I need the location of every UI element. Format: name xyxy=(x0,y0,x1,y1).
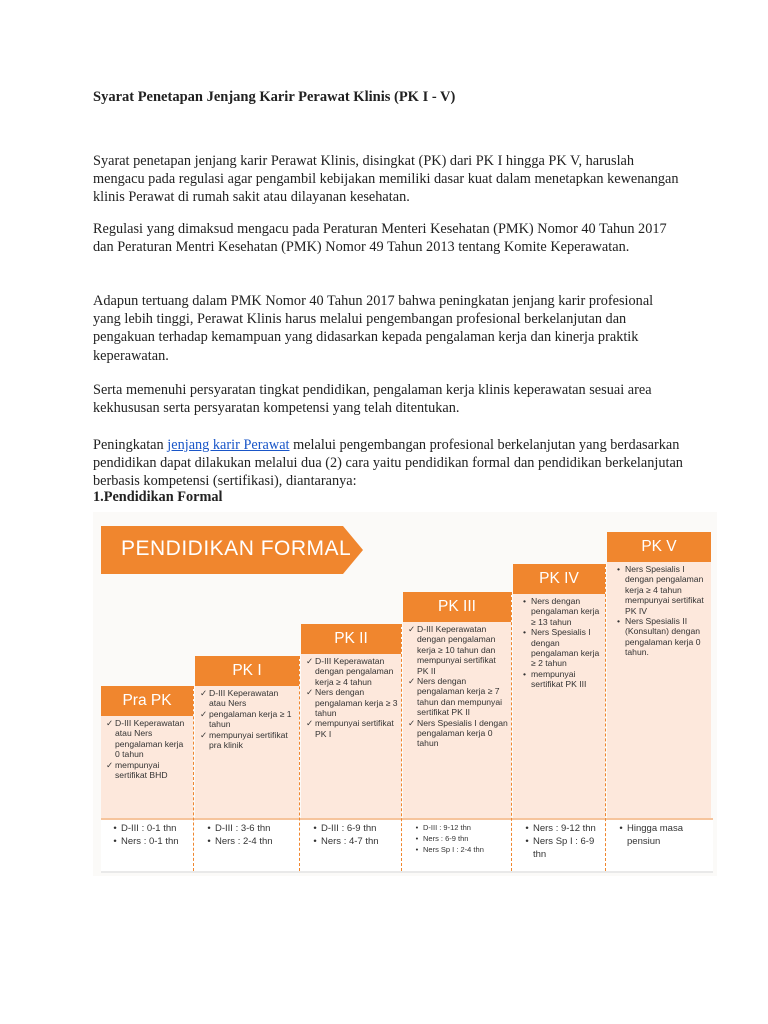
requirement-item: ✓ mempunyai sertifikat BHD xyxy=(106,760,190,781)
column-header: PK I xyxy=(195,656,299,686)
column-requirements xyxy=(518,596,602,690)
requirement-item: ✓ Ners Spesialis I dengan pengalaman kerja 0 tahun xyxy=(408,718,508,749)
requirement-item: • Ners dengan pengalaman kerja ≥ 13 tahun xyxy=(518,596,602,627)
requirement-item: • Ners Spesialis II (Konsultan) dengan pengalaman kerja 0 tahun. xyxy=(612,616,708,658)
duration-item: • Ners : 6-9 thn xyxy=(411,833,507,844)
duration-item: • Hingga masa pensiun xyxy=(615,822,707,848)
column-pra-pk xyxy=(101,686,193,818)
column-requirements xyxy=(408,624,508,749)
duration-bottom-rule xyxy=(101,871,713,873)
duration-item: • Ners : 9-12 thn xyxy=(521,822,601,835)
column-pk-3 xyxy=(403,592,511,818)
column-header: PK III xyxy=(403,592,511,622)
duration-item: • Ners Sp I : 2-4 thn xyxy=(411,844,507,855)
requirement-item: ✓ mempunyai sertifikat pra klinik xyxy=(200,730,296,751)
column-divider xyxy=(193,686,194,871)
column-pk-1 xyxy=(195,656,299,818)
column-header: PK II xyxy=(301,624,401,654)
duration-cell xyxy=(521,822,601,861)
paragraph-5 xyxy=(93,436,683,491)
paragraph-3: Adapun tertuang dalam PMK Nomor 40 Tahun 2017 bahwa peningkatan jenjang karir profesional yang lebih tinggi, Perawat Klinis harus melalui pengembangan profesional berkelanjutan dan pengakuan terhadap kemampuan yang didasarkan kepada pengalaman kerja dan kinerja praktik keperawatan. xyxy=(93,293,654,364)
career-path-link[interactable]: jenjang karir Perawat xyxy=(167,437,290,453)
column-header: PK V xyxy=(607,532,711,562)
duration-item: • D-III : 6-9 thn xyxy=(309,822,397,835)
column-divider xyxy=(605,564,606,871)
column-divider xyxy=(401,624,402,871)
requirement-item: ✓ D-III Keperawatan atau Ners pengalaman kerja 0 tahun xyxy=(106,718,190,760)
requirement-item: ✓ D-III Keperawatan dengan pengalaman kerja ≥ 4 tahun xyxy=(306,656,398,687)
duration-cell xyxy=(615,822,707,848)
column-requirements xyxy=(200,688,296,750)
requirement-item: • Ners Spesialis I dengan pengalaman kerja ≥ 4 tahun mempunyai sertifikat PK IV xyxy=(612,564,708,616)
duration-item: • Ners : 4-7 thn xyxy=(309,835,397,848)
duration-item: • Ners Sp I : 6-9 thn xyxy=(521,835,601,861)
duration-item: • D-III : 3-6 thn xyxy=(203,822,295,835)
requirement-item: ✓ Ners dengan pengalaman kerja ≥ 7 tahun dan mempunyai sertifikat PK II xyxy=(408,676,508,718)
column-divider xyxy=(511,592,512,871)
duration-item: • D-III : 0-1 thn xyxy=(109,822,189,835)
chart-title: PENDIDIKAN FORMAL xyxy=(121,537,352,560)
chart-title-banner xyxy=(101,526,363,574)
duration-cell xyxy=(411,822,507,855)
requirement-item: ✓ mempunyai sertifikat PK I xyxy=(306,718,398,739)
column-pk-4 xyxy=(513,564,605,818)
duration-cell xyxy=(203,822,295,848)
column-requirements xyxy=(106,718,190,780)
requirement-item: • Ners Spesialis I dengan pengalaman kerja ≥ 2 tahun xyxy=(518,627,602,669)
career-ladder-chart xyxy=(93,512,717,876)
column-requirements xyxy=(612,564,708,658)
requirement-item: • mempunyai sertifikat PK III xyxy=(518,669,602,690)
duration-item: • Ners : 2-4 thn xyxy=(203,835,295,848)
paragraph-2: Regulasi yang dimaksud mengacu pada Peraturan Menteri Kesehatan (PMK) Nomor 40 Tahun 2017 dan Peraturan Mentri Kesehatan (PMK) Nomor 49 Tahun 2013 tentang Komite Keperawatan. xyxy=(93,221,667,256)
column-pk-2 xyxy=(301,624,401,818)
duration-cell xyxy=(109,822,189,848)
paragraph-1: Syarat penetapan jenjang karir Perawat Klinis, disingkat (PK) dari PK I hingga PK V, haruslah mengacu pada regulasi agar pengambil kebijakan memiliki dasar kuat dalam menetapkan kewenangan klinis Perawat di rumah sakit atau dilayanan kesehatan. xyxy=(93,153,679,206)
requirement-item: ✓ D-III Keperawatan dengan pengalaman kerja ≥ 10 tahun dan mempunyai sertifikat PK II xyxy=(408,624,508,676)
duration-item: • Ners : 0-1 thn xyxy=(109,835,189,848)
column-divider xyxy=(299,656,300,871)
paragraph-4: Serta memenuhi persyaratan tingkat pendidikan, pengalaman kerja klinis keperawatan sesuai area kekhususan serta persyaratan kompetensi yang telah ditentukan. xyxy=(93,382,652,417)
duration-item: • D-III : 9-12 thn xyxy=(411,822,507,833)
paragraph-5-rest: melalui pengembangan profesional berkelanjutan yang berdasarkan pendidikan dapat dilakukan melalui dua (2) cara yaitu pendidikan formal dan pendidikan berkelanjutan berbasis kompetensi (sertifikasi), diantaranya: xyxy=(93,437,683,490)
column-requirements xyxy=(306,656,398,739)
section-heading: 1.Pendidikan Formal xyxy=(93,489,223,505)
paragraph-5-intro: Peningkatan xyxy=(93,437,168,453)
document-title: Syarat Penetapan Jenjang Karir Perawat Klinis (PK I - V) xyxy=(93,89,456,105)
requirement-item: ✓ pengalaman kerja ≥ 1 tahun xyxy=(200,709,296,730)
requirement-item: ✓ D-III Keperawatan atau Ners xyxy=(200,688,296,709)
requirement-item: ✓ Ners dengan pengalaman kerja ≥ 3 tahun xyxy=(306,687,398,718)
duration-cell xyxy=(309,822,397,848)
column-header: Pra PK xyxy=(101,686,193,716)
column-pk-5 xyxy=(607,532,711,818)
column-header: PK IV xyxy=(513,564,605,594)
